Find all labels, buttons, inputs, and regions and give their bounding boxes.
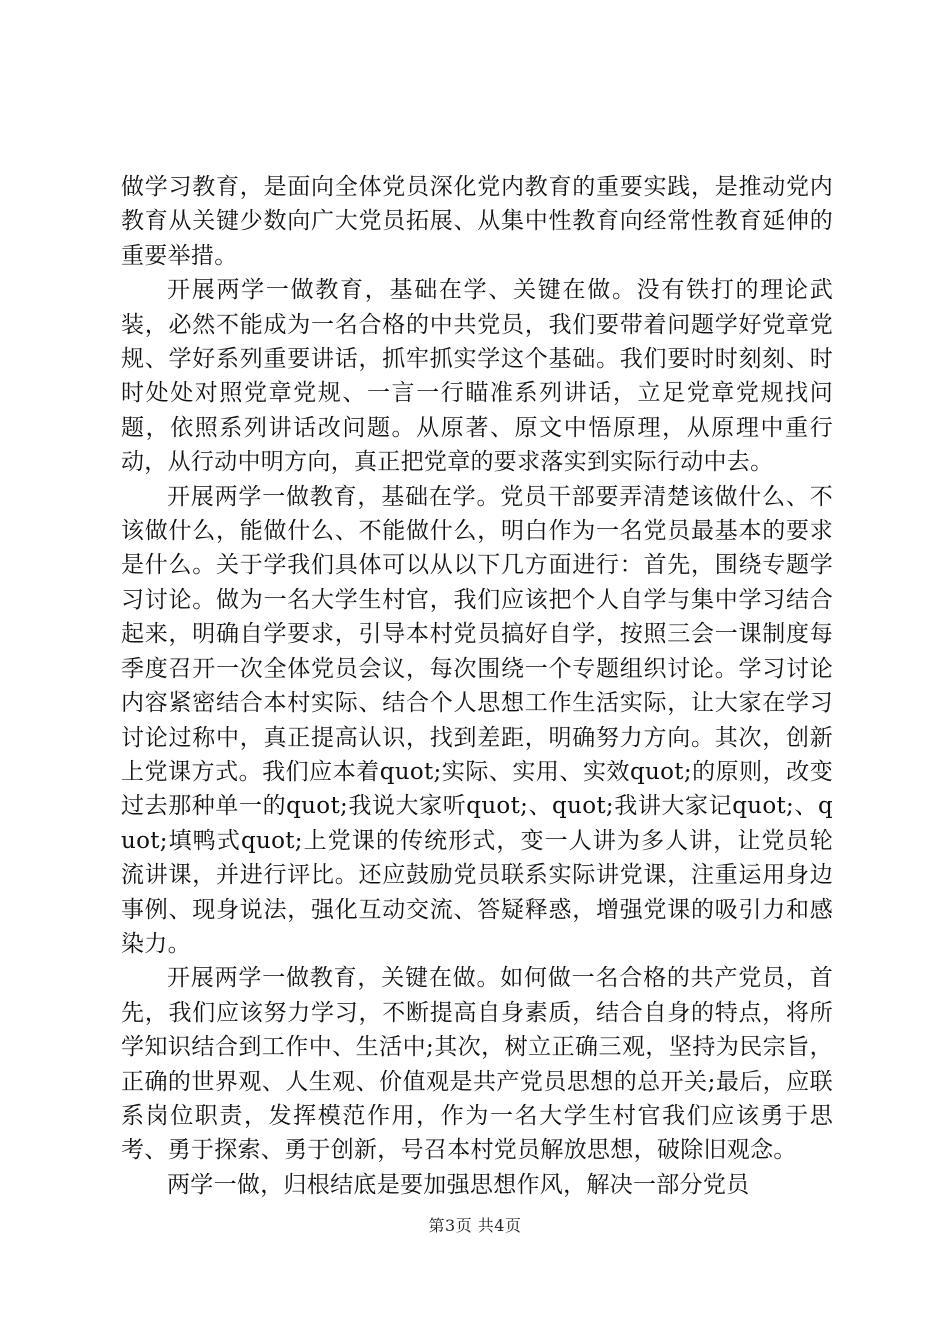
page-number-footer: 第3页 共4页 bbox=[428, 1216, 522, 1235]
paragraph-conclusion-start: 两学一做，归根结底是要加强思想作风，解决一部分党员 bbox=[167, 1171, 750, 1198]
paragraph-continued: 做学习教育，是面向全体党员深化党内教育的重要实践，是推动党内教育从关键少数向广大党员拓展、从集中性教育向经常性教育延伸的重要举措。 bbox=[121, 174, 833, 269]
document-body bbox=[121, 170, 833, 1202]
paragraph-key-in-doing: 开展两学一做教育，关键在做。如何做一名合格的共产党员，首先，我们应该努力学习，不断提高自身素质，结合自身的特点，将所学知识结合到工作中、生活中;其次，树立正确三观，坚持为民宗旨，正确的世界观、人生观、价值观是共产党员思想的总开关;最后，应联系岗位职责，发挥模范作用，作为一名大学生村官我们应该勇于思考、勇于探索、勇于创新，号召本村党员解放思想，破除旧观念。 bbox=[121, 965, 833, 1164]
paragraph-foundation-and-action: 开展两学一做教育，基础在学、关键在做。没有铁打的理论武装，必然不能成为一名合格的中共党员，我们要带着问题学好党章党规、学好系列重要讲话，抓牢抓实学这个基础。我们要时时刻刻、时时处处对照党章党规、一言一行瞄准系列讲话，立足党章党规找问题，依照系列讲话改问题。从原著、原文中悟原理，从原理中重行动，从行动中明方向，真正把党章的要求落实到实际行动中去。 bbox=[121, 277, 833, 476]
paragraph-foundation-in-study: 开展两学一做教育，基础在学。党员干部要弄清楚该做什么、不该做什么，能做什么、不能做什么，明白作为一名党员最基本的要求是什么。关于学我们具体可以从以下几方面进行：首先，围绕专题学习讨论。做为一名大学生村官，我们应该把个人自学与集中学习结合起来，明确自学要求，引导本村党员搞好自学，按照三会一课制度每季度召开一次全体党员会议，每次围绕一个专题组织讨论。学习讨论内容紧密结合本村实际、结合个人思想工作生活实际，让大家在学习讨论过称中，真正提高认识，找到差距，明确努力方向。其次，创新上党课方式。我们应本着quot;实际、实用、实效quot;的原则，改变过去那种单一的quot;我说大家听quot;、quot;我讲大家记quot;、quot;填鸭式quot;上党课的传统形式，变一人讲为多人讲，让党员轮流讲课，并进行评比。还应鼓励党员联系实际讲党课，注重运用身边事例、现身说法，强化互动交流、答疑释惑，增强党课的吸引力和感染力。 bbox=[121, 483, 833, 957]
